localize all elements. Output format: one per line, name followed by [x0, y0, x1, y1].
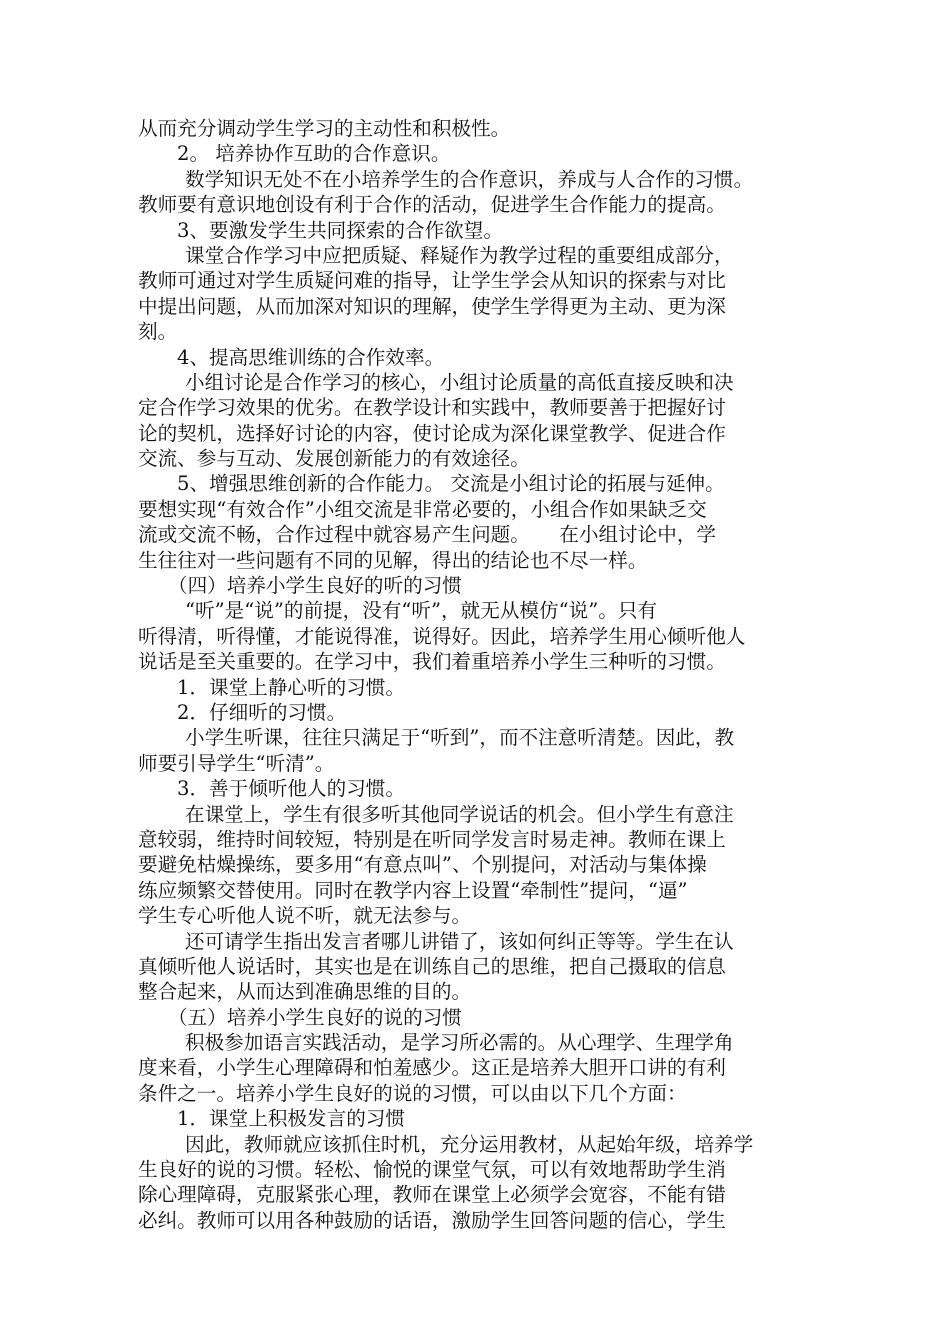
- text-line: 度来看，小学生心理障碍和怕羞感少。这正是培养大胆开口讲的有利: [138, 1056, 726, 1080]
- text-line: 小学生听课，往往只满足于“听到”，而不注意听清楚。因此，教: [185, 726, 735, 750]
- text-line: 真倾听他人说话时，其实也是在训练自己的思维，把自己摄取的信息: [138, 954, 726, 978]
- text-line: 刻。: [138, 320, 178, 344]
- text-line: 3、要激发学生共同探索的合作欲望。: [177, 218, 503, 242]
- text-line: 课堂合作学习中应把质疑、释疑作为教学过程的重要组成部分，: [185, 243, 734, 267]
- text-line: （五）培养小学生良好的说的习惯: [168, 1005, 462, 1029]
- text-line: 教师可通过对学生质疑问难的指导，让学生学会从知识的探索与对比: [138, 269, 726, 293]
- text-line: 听得清，听得懂，才能说得准，说得好。因此，培养学生用心倾听他人: [138, 624, 746, 648]
- document-page: [138, 116, 813, 1233]
- text-line: 生往往对一些问题有不同的见解，得出的结论也不尽一样。: [138, 548, 648, 572]
- text-line: 在课堂上，学生有很多听其他同学说话的机会。但小学生有意注: [185, 802, 734, 826]
- text-line: 2。 培养协作互助的合作意识。: [177, 142, 451, 166]
- text-line: 小组讨论是合作学习的核心，小组讨论质量的高低直接反映和决: [185, 370, 734, 394]
- text-line: 积极参加语言实践活动，是学习所必需的。从心理学、生理学角: [185, 1031, 734, 1055]
- text-line: 论的契机，选择好讨论的内容，使讨论成为深化课堂教学、促进合作: [138, 421, 726, 445]
- text-line: 教师要有意识地创设有利于合作的活动，促进学生合作能力的提高。: [138, 193, 726, 217]
- text-line: 1．课堂上积极发言的习惯: [177, 1107, 405, 1131]
- text-line: 学生专心听他人说不听，就无法参与。: [138, 904, 472, 928]
- text-line: 条件之一。培养小学生良好的说的习惯，可以由以下几个方面：: [138, 1081, 687, 1105]
- text-line: 除心理障碍，克服紧张心理，教师在课堂上必须学会宽容，不能有错: [138, 1183, 726, 1207]
- text-line: 2．仔细听的习惯。: [177, 700, 347, 724]
- text-line: 师要引导学生“听清”。: [138, 751, 335, 775]
- text-line: 定合作学习效果的优劣。在教学设计和实践中，教师要善于把握好讨: [138, 396, 726, 420]
- text-line: （四）培养小学生良好的听的习惯: [168, 574, 462, 598]
- text-line: 从而充分调动学生学习的主动性和积极性。: [138, 117, 511, 140]
- text-line: 说话是至关重要的。在学习中，我们着重培养小学生三种听的习惯。: [138, 650, 726, 674]
- text-line: 生良好的说的习惯。轻松、愉悦的课堂气氛，可以有效地帮助学生消: [138, 1158, 726, 1182]
- text-line: 5、增强思维创新的合作能力。 交流是小组讨论的拓展与延伸。: [177, 472, 725, 496]
- text-line: 意较弱，维持时间较短，特别是在听同学发言时易走神。教师在课上: [138, 827, 726, 851]
- text-line: 要避免枯燥操练，要多用“有意点叫”、个别提问，对活动与集体操: [138, 853, 707, 877]
- text-line: 因此，教师就应该抓住时机，充分运用教材，从起始年级，培养学: [185, 1132, 754, 1156]
- text-line: 4、提高思维训练的合作效率。: [177, 345, 445, 369]
- text-line: 必纠。教师可以用各种鼓励的话语，激励学生回答问题的信心，学生: [138, 1208, 726, 1232]
- text-line: 数学知识无处不在小培养学生的合作意识，养成与人合作的习惯。: [185, 167, 754, 191]
- text-line: 还可请学生指出发言者哪儿讲错了，该如何纠正等等。学生在认: [185, 929, 734, 953]
- text-line: 3．善于倾听他人的习惯。: [177, 777, 405, 801]
- text-line: 要想实现“有效合作”小组交流是非常必要的，小组合作如果缺乏交: [138, 497, 707, 521]
- text-line: 1．课堂上静心听的习惯。: [177, 675, 405, 699]
- text-line: 整合起来，从而达到准确思维的目的。: [138, 980, 472, 1004]
- text-line: 流或交流不畅，合作过程中就容易产生问题。 在小组讨论中，学: [138, 523, 717, 547]
- text-line: 交流、参与互动、发展创新能力的有效途径。: [138, 447, 530, 471]
- text-line: 中提出问题，从而加深对知识的理解，使学生学得更为主动、更为深: [138, 294, 726, 318]
- text-line: “听”是“说”的前提，没有“听”，就无从模仿“说”。只有: [185, 599, 658, 623]
- text-line: 练应频繁交替使用。同时在教学内容上设置“牵制性”提问，“逼”: [138, 878, 688, 902]
